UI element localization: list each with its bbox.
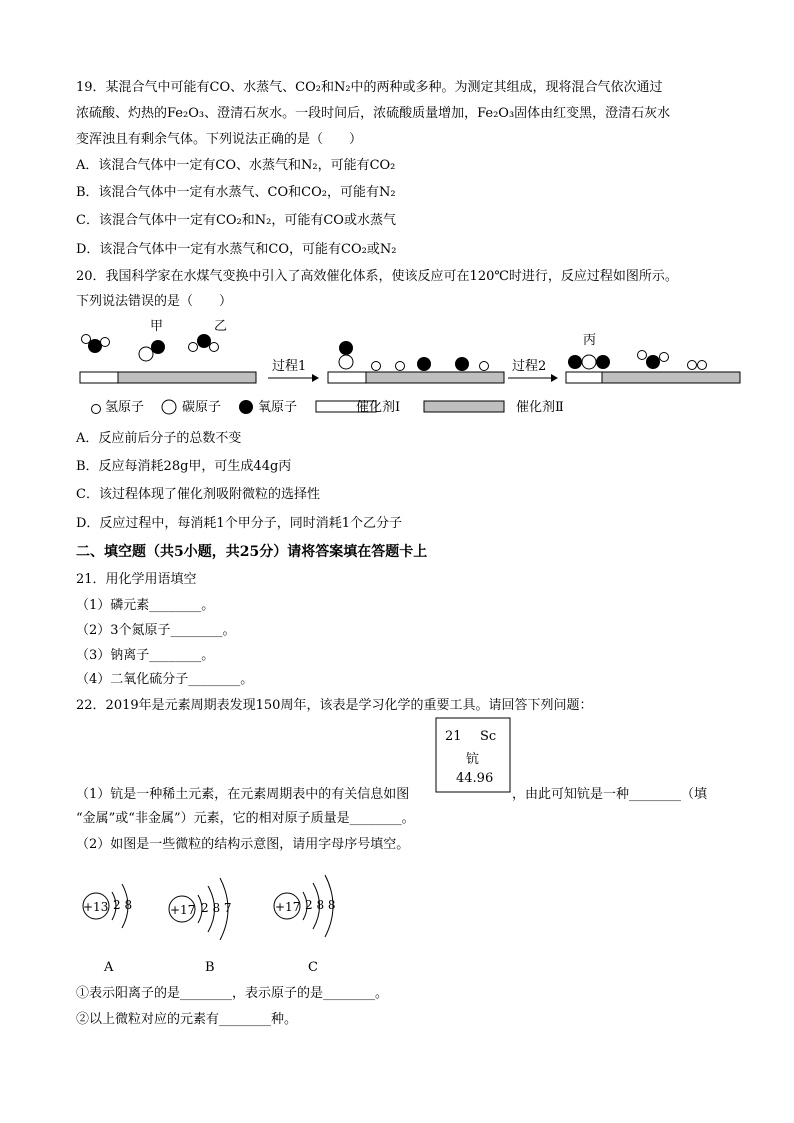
atom-c-label: C [308,960,318,975]
catalyst-1-segment [80,372,118,383]
q19-stem-line2: 浓硫酸、灼热的Fe₂O₃、澄清石灰水。一段时间后，浓硫酸质量增加，Fe₂O₃固体由红变黑，澄清石灰水 [76,106,671,121]
q19-option-a: A．该混合气体中一定有CO、水蒸气和N₂，可能有CO₂ [76,158,396,173]
q22-part-2: （2）如图是一些微粒的结构示意图，请用字母序号填空。 [76,837,410,852]
legend-carbon-icon [162,400,176,414]
q19-stem-line3: 变浑浊且有剩余气体。下列说法正确的是（ ） [76,132,363,147]
q21-part-1: （1）磷元素________。 [76,598,215,613]
molecule-water-yi [189,334,219,352]
q22-stem: 22．2019年是元素周期表发现150周年，该表是学习化学的重要工具。请回答下列问题： [76,698,593,713]
element-name: 钪 [466,752,480,767]
atom-a-label: A [104,960,114,975]
atom-c-shells: 2 8 8 [305,898,336,912]
q22-part-1-c: “金属”或“非金属”）元素，它的相对原子质量是________。 [76,811,415,826]
adsorbed-h [480,362,489,371]
legend-hydrogen-label: 氢原子 [105,400,145,415]
molecule-water-product [638,351,669,370]
adsorbed-o [417,357,431,371]
label-jia: 甲 [150,319,164,334]
q20-option-a: A．反应前后分子的总数不变 [76,431,242,446]
atom-a-nucleus: +13 [83,900,109,914]
q22-sub-1: ①表示阳离子的是________，表示原子的是________。 [76,986,389,1001]
q22-sub-2: ②以上微粒对应的元素有________种。 [76,1012,298,1027]
legend-carbon-label: 碳原子 [182,400,222,415]
q22-part-1-b: ，由此可知钪是一种________（填 [512,787,708,802]
atom-a-shells: 2 8 [113,898,133,912]
element-symbol: Sc [480,729,497,744]
element-atomic-mass: 44.96 [456,771,494,786]
element-atomic-number: 21 [445,729,462,744]
q21-part-4: （4）二氧化硫分子________。 [76,672,254,687]
atom-b-label: B [205,960,215,975]
legend-hydrogen-icon [92,405,101,414]
q21-part-3: （3）钠离子________。 [76,648,215,663]
q19-stem-line1: 19．某混合气中可能有CO、水蒸气、CO₂和N₂中的两种或多种。为测定其组成，现将混合气依次通过 [76,80,663,95]
q19-option-b: B．该混合气体中一定有水蒸气、CO和CO₂，可能有N₂ [76,185,396,200]
molecule-h2-product [688,361,707,370]
molecule-co2-bing [568,355,610,369]
q20-option-d: D．反应过程中，每消耗1个甲分子，同时消耗1个乙分子 [76,516,402,531]
adsorbed-o [455,357,469,371]
q20-stem-line1: 20．我国科学家在水煤气变换中引入了高效催化体系，使该反应可在120℃时进行，反应过程如图所示。 [76,269,678,284]
q20-stem-line2: 下列说法错误的是（ ） [76,294,233,309]
section-title: 二、填空题（共5小题，共25分）请将答案填在答题卡上 [76,544,428,560]
q21-stem: 21．用化学用语填空 [76,572,197,587]
q19-option-d: D．该混合气体中一定有水蒸气和CO，可能有CO₂或N₂ [76,242,397,257]
legend-catalyst-1-label: 催化剂Ⅰ [356,400,401,415]
adsorbed-h [396,362,405,371]
q22-part-1-a: （1）钪是一种稀土元素，在元素周期表中的有关信息如图 [76,787,410,802]
atom-c-nucleus: +17 [275,900,301,914]
catalyst-2-segment [118,372,256,383]
atom-b-nucleus: +17 [170,903,196,917]
legend-oxygen-label: 氧原子 [258,400,298,415]
q19-option-c: C．该混合气体中一定有CO₂和N₂，可能有CO或水蒸气 [76,213,396,228]
q20-option-b: B．反应每消耗28g甲，可生成44g丙 [76,459,292,474]
adsorbed-co [339,341,353,369]
label-bing: 丙 [583,333,597,348]
legend-catalyst-2-swatch [424,401,504,412]
molecule-water-jia [82,335,110,354]
label-process-1: 过程1 [272,359,307,374]
atom-b-shells: 2 8 7 [201,901,232,915]
label-process-2: 过程2 [512,359,547,374]
legend-oxygen-icon [239,400,253,414]
legend-catalyst-2-label: 催化剂Ⅱ [516,400,564,415]
label-yi: 乙 [214,319,228,334]
molecule-co-jia [139,340,165,361]
adsorbed-h [372,362,381,371]
q20-option-c: C．该过程体现了催化剂吸附微粒的选择性 [76,487,320,502]
q21-part-2: （2）3个氮原子________。 [76,623,236,638]
